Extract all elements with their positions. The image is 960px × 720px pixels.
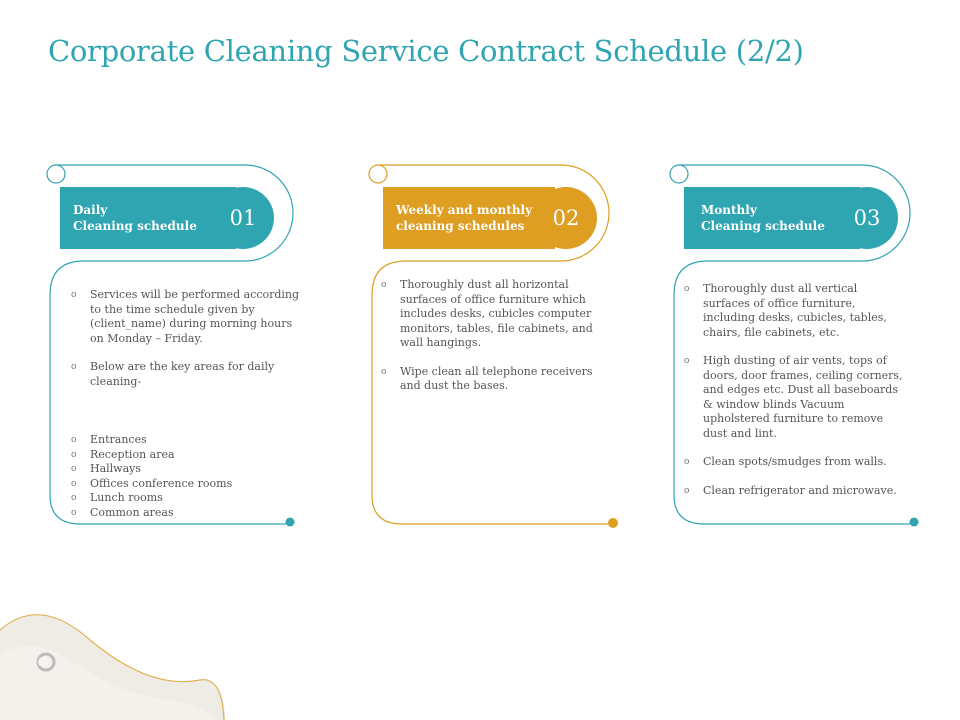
card-3-header xyxy=(684,187,860,249)
card-3-bullet-list xyxy=(683,282,903,498)
list-item: o Wipe clean all telephone receivers and dust the bases. xyxy=(380,365,600,394)
list-item: o Clean refrigerator and microwave. xyxy=(683,484,903,499)
decorative-wave xyxy=(0,600,240,720)
card-2-heading-line1: Weekly and monthly xyxy=(396,203,533,217)
card-1-number: 01 xyxy=(212,187,274,249)
list-item: o Entrances xyxy=(70,433,300,448)
card-1-bullet-list xyxy=(70,288,300,520)
list-item: o Lunch rooms xyxy=(70,491,300,506)
page-title: Corporate Cleaning Service Contract Schedule (2/2) xyxy=(48,34,804,68)
list-item: o Offices conference rooms xyxy=(70,477,300,492)
card-1-heading-line2: Cleaning schedule xyxy=(73,219,197,233)
card-3-heading-line2: Cleaning schedule xyxy=(701,219,825,233)
list-item: o Reception area xyxy=(70,448,300,463)
card-3-heading-line1: Monthly xyxy=(701,203,757,217)
card-2-heading-line2: cleaning schedules xyxy=(396,219,525,233)
list-item: o Thoroughly dust all horizontal surfaces of office furniture which includes desks, cubicles computer monitors, tables, file cabinets, and wall hangings. xyxy=(380,278,600,351)
card-3-end-dot xyxy=(910,518,919,527)
list-item: o Common areas xyxy=(70,506,300,521)
card-3-number: 03 xyxy=(836,187,898,249)
card-1-heading-line1: Daily xyxy=(73,203,108,217)
card-1-header xyxy=(60,187,236,249)
card-2-bullet-list xyxy=(380,278,600,394)
list-item: o Below are the key areas for daily cleaning- xyxy=(70,360,300,389)
list-item: o High dusting of air vents, tops of doors, door frames, ceiling corners, and edges etc. Dust all baseboards & window blinds Vacuum upholstered furniture to remove dust and lint. xyxy=(683,354,903,441)
list-item: o Services will be performed according to the time schedule given by (client_name) during morning hours on Monday – Friday. xyxy=(70,288,300,346)
card-2-number: 02 xyxy=(535,187,597,249)
card-2-end-dot xyxy=(608,518,618,528)
card-2-header xyxy=(383,187,555,249)
list-item: o Thoroughly dust all vertical surfaces of office furniture, including desks, cubicles, tables, chairs, file cabinets, etc. xyxy=(683,282,903,340)
list-item: o Clean spots/smudges from walls. xyxy=(683,455,903,470)
list-item: o Hallways xyxy=(70,462,300,477)
